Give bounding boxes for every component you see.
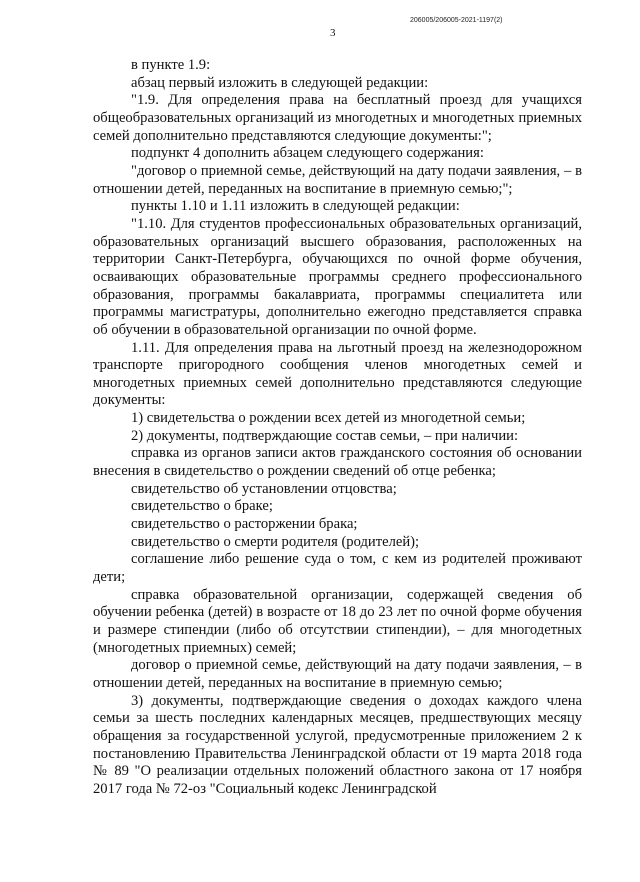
paragraph: 2) документы, подтверждающие состав семьи, – при наличии:	[131, 427, 518, 444]
paragraph: в пункте 1.9:	[131, 57, 211, 73]
paragraph: договор о приемной семье, действующий на дату подачи заявления, – в отношении детей, переданных на воспитание в приемную семью;	[93, 657, 582, 691]
page-number: 3	[330, 27, 336, 39]
paragraph: соглашение либо решение суда о том, с кем из родителей проживают дети;	[93, 551, 582, 586]
paragraph: "1.9. Для определения права на бесплатный проезд для учащихся общеобразовательных организаций из многодетных и многодетных приемных семей дополнительно представляются следующие документы:";	[93, 92, 582, 144]
paragraph: свидетельство об установлении отцовства;	[131, 480, 397, 497]
document-id: 206005/206005-2021-1197(2)	[410, 17, 503, 24]
paragraph: "1.10. Для студентов профессиональных образовательных организаций, образовательных организаций высшего образования, расположенных на территории Санкт-Петербурга, обучающихся по очной форме обучения, осваивающих образовательные программы среднего профессионального образования, программы бакалавриата, программы специалитета или программы магистратуры, дополнительно ежегодно представляется справка об обучении в образовательной организации по очной форме.	[93, 215, 582, 338]
document-body	[93, 57, 582, 799]
paragraph: 1.11. Для определения права на льготный проезд на железнодорожном транспорте пригородного сообщения членов многодетных семей и многодетных приемных семей дополнительно представляются следующие документы:	[93, 339, 582, 409]
paragraph: "договор о приемной семье, действующий на дату подачи заявления, – в отношении детей, переданных на воспитание в приемную семью;";	[93, 162, 582, 197]
paragraph: свидетельство о расторжении брака;	[131, 516, 358, 533]
paragraph: 3) документы, подтверждающие сведения о доходах каждого члена семьи за шесть последних календарных месяцев, предшествующих месяцу обращения за государственной услугой, предусмотренные приложением 2 к постановлению Правительства Ленинградской области от 19 марта 2018 года № 89 "О реализации отдельных положений областного закона от 17 ноября 2017 года № 72-оз "Социальный кодекс Ленинградской	[93, 692, 582, 797]
paragraph: свидетельство о браке;	[131, 498, 273, 515]
paragraph: 1) свидетельства о рождении всех детей из многодетной семьи;	[131, 410, 526, 427]
paragraph: пункты 1.10 и 1.11 изложить в следующей редакции:	[131, 198, 460, 215]
paragraph: абзац первый изложить в следующей редакции:	[131, 74, 429, 91]
paragraph: справка образовательной организации, содержащей сведения об обучении ребенка (детей) в возрасте от 18 до 23 лет по очной форме обучения и размере стипендии (либо об отсутствии стипендии), – для многодетных (многодетных приемных) семей;	[93, 586, 582, 656]
paragraph: свидетельство о смерти родителя (родителей);	[131, 533, 420, 550]
paragraph: подпункт 4 дополнить абзацем следующего содержания:	[131, 145, 484, 162]
paragraph: справка из органов записи актов гражданского состояния об основании внесения в свидетельство о рождении сведений об отце ребенка;	[93, 445, 582, 480]
